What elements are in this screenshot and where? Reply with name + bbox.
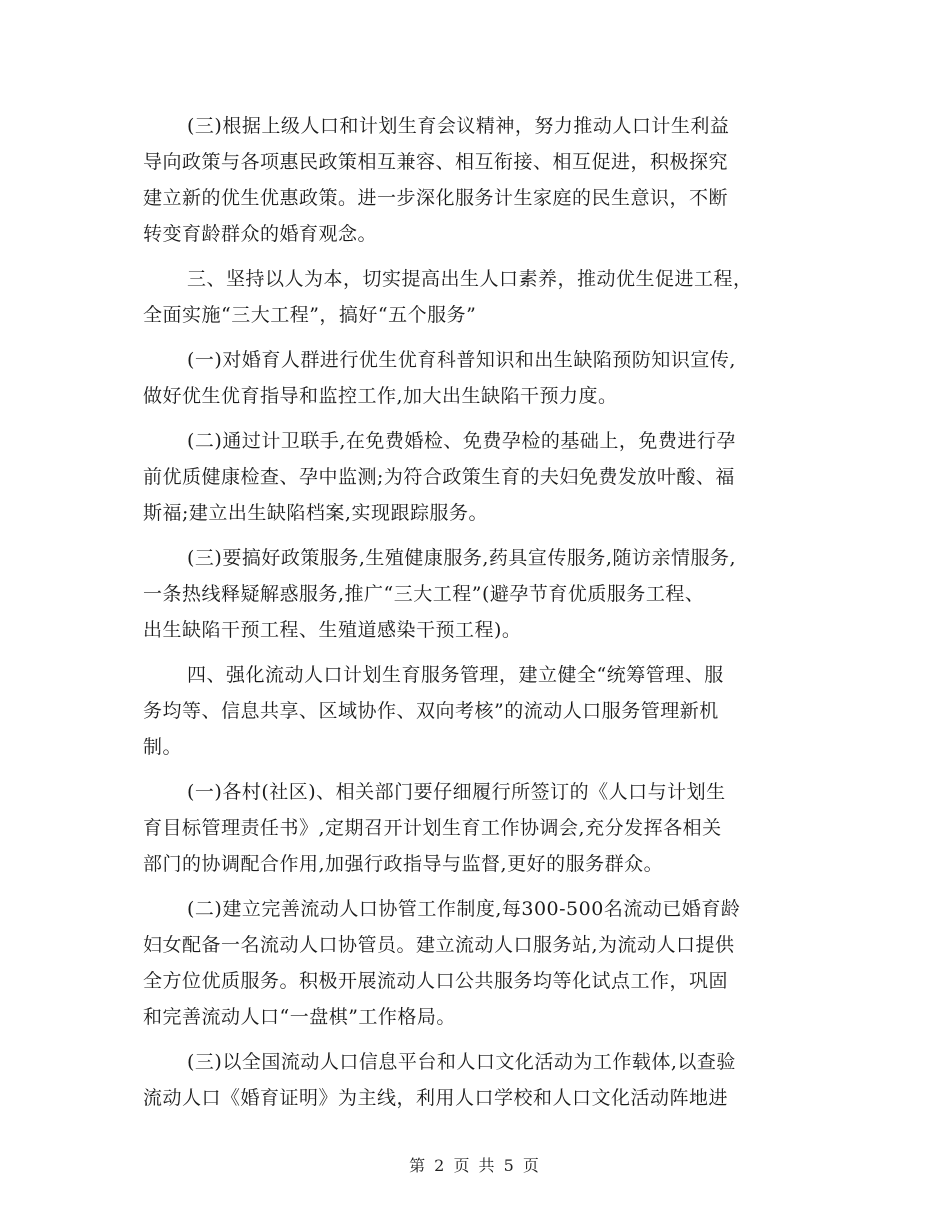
text-line: 和完善流动人口“一盘棋”工作格局。 — [143, 1006, 456, 1028]
text-line: 流动人口《婚育证明》为主线，利用人口学校和人口文化活动阵地进 — [143, 1087, 729, 1109]
text-line: 育目标管理责任书》,定期召开计划生育工作协调会,充分发挥各相关 — [143, 817, 722, 839]
text-line: (一)各村(社区)、相关部门要仔细履行所签订的《人口与计划生 — [187, 781, 726, 803]
text-line: 妇女配备一名流动人口协管员。建立流动人口服务站,为流动人口提供 — [143, 934, 735, 956]
text-line: 三、坚持以人为本，切实提高出生人口素养，推动优生促进工程， — [187, 268, 753, 290]
text-line: (二)建立完善流动人口协管工作制度,每300-500名流动已婚育龄 — [187, 898, 741, 920]
text-line: 建立新的优生优惠政策。进一步深化服务计生家庭的民生意识，不断 — [143, 187, 729, 209]
text-line: 前优质健康检查、孕中监测;为符合政策生育的夫妇免费发放叶酸、福 — [143, 466, 735, 488]
page-footer: 第 2 页 共 5 页 — [409, 1156, 541, 1175]
paragraph — [143, 108, 823, 252]
paragraph — [143, 423, 823, 531]
text-line: 部门的协调配合作用,加强行政指导与监督,更好的服务群众。 — [143, 853, 664, 875]
paragraph — [143, 657, 823, 765]
text-line: (三)根据上级人口和计划生育会议精神，努力推动人口计生利益 — [187, 115, 730, 137]
document-body — [143, 108, 823, 1125]
text-line: 制。 — [143, 736, 183, 758]
paragraph — [143, 342, 823, 414]
text-line: (一)对婚育人群进行优生优育科普知识和出生缺陷预防知识宣传, — [187, 349, 736, 371]
text-line: 一条热线释疑解惑服务,推广“三大工程”(避孕节育优质服务工程、 — [143, 583, 705, 605]
text-line: (二)通过计卫联手,在免费婚检、免费孕检的基础上，免费进行孕 — [187, 430, 736, 452]
text-line: 做好优生优育指导和监控工作,加大出生缺陷干预力度。 — [143, 385, 618, 407]
text-line: 导向政策与各项惠民政策相互兼容、相互衔接、相互促进，积极探究 — [143, 151, 729, 173]
paragraph — [143, 774, 823, 882]
text-line: 全面实施“三大工程”，搞好“五个服务” — [143, 304, 477, 326]
paragraph — [143, 1044, 823, 1116]
paragraph — [143, 540, 823, 648]
text-line: (三)以全国流动人口信息平台和人口文化活动为工作载体,以查验 — [187, 1051, 736, 1073]
paragraph — [143, 261, 823, 333]
text-line: 转变育龄群众的婚育观念。 — [143, 223, 378, 245]
text-line: 出生缺陷干预工程、生殖道感染干预工程)。 — [143, 619, 522, 641]
text-line: 四、强化流动人口计划生育服务管理，建立健全“统筹管理、服 — [187, 664, 724, 686]
text-line: (三)要搞好政策服务,生殖健康服务,药具宣传服务,随访亲情服务, — [187, 547, 736, 569]
text-line: 务均等、信息共享、区域协作、双向考核”的流动人口服务管理新机 — [143, 700, 719, 722]
text-line: 斯福;建立出生缺陷档案,实现跟踪服务。 — [143, 502, 488, 524]
paragraph — [143, 891, 823, 1035]
text-line: 全方位优质服务。积极开展流动人口公共服务均等化试点工作，巩固 — [143, 970, 729, 992]
